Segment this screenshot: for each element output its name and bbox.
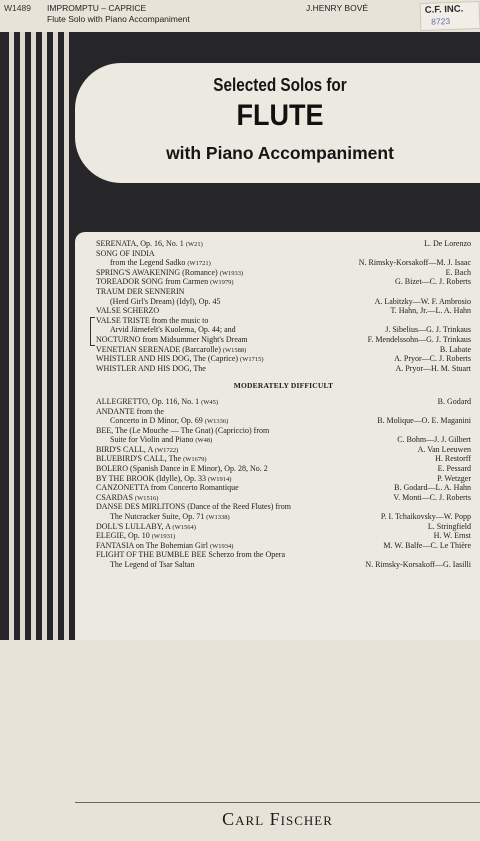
entry-title: BIRD'S CALL, A (W1722) — [96, 444, 179, 454]
entry-title: (Herd Girl's Dream) (Idyl), Op. 45 — [110, 296, 221, 306]
cover-stripe — [9, 32, 14, 640]
entry-title: The Legend of Tsar Saltan — [110, 560, 195, 569]
list-item — [96, 407, 471, 417]
list-item — [96, 258, 471, 268]
list-item — [96, 239, 471, 249]
entry-title: Arvid Järnefelt's Kuolema, Op. 44; and — [110, 325, 236, 335]
entry-title: BOLERO (Spanish Dance in E Minor), Op. 28, No. 2 — [96, 464, 268, 474]
cover-stripe — [42, 32, 47, 640]
catalog-code: (W1588) — [222, 346, 247, 354]
entry-title: SONG OF INDIA — [96, 248, 155, 258]
entry-composer: N. Rimsky-Korsakoff—M. J. Isaac — [358, 258, 471, 268]
catalog-code: (W1934) — [209, 542, 234, 550]
list-item — [96, 454, 471, 464]
entry-title: ANDANTE from the — [96, 406, 164, 416]
entry-title: VALSE SCHERZO — [96, 306, 160, 316]
catalog-code: (W1338) — [206, 514, 230, 522]
entry-title: from the Legend Sadko (W1721) — [110, 258, 211, 268]
list-item — [96, 522, 471, 532]
entry-composer: L. De Lorenzo — [424, 239, 471, 248]
entry-title: WHISTLER AND HIS DOG, The — [96, 363, 206, 373]
catalog-code: (W1979) — [210, 279, 234, 287]
list-item — [96, 325, 471, 335]
entry-title: BLUEBIRD'S CALL, The (W1679) — [96, 454, 207, 464]
catalog-code: (W1914) — [208, 475, 232, 483]
catalog-code: (W1564) — [172, 523, 196, 531]
entry-composer: T. Hahn, Jr.—L. A. Hahn — [390, 306, 471, 316]
publisher-name: Carl Fischer — [222, 809, 333, 829]
catalog-code: (W21) — [185, 241, 203, 248]
cover-stripe — [31, 32, 36, 640]
list-item — [96, 502, 471, 512]
catalog-code: (W1715) — [240, 356, 264, 364]
entry-composer: G. Bizet—C. J. Roberts — [395, 277, 471, 287]
entry-composer: A. Pryor—H. M. Stuart — [395, 363, 471, 373]
entry-title: ALLEGRETTO, Op. 116, No. 1 (W45) — [96, 396, 219, 406]
list-item — [96, 435, 471, 445]
catalog-code: (W1722) — [154, 446, 179, 454]
list-item — [96, 483, 471, 493]
entry-title: DANSE DES MIRLITONS (Dance of the Reed Flutes) from — [96, 502, 291, 512]
list-item — [96, 550, 471, 560]
entry-title: NOCTURNO from Midsummer Night's Dream — [96, 334, 248, 344]
repertoire-panel — [75, 232, 480, 829]
list-item — [96, 493, 471, 503]
entry-composer: B. Molique—O. E. Maganini — [377, 416, 471, 426]
entry-composer: A. Labitzky—W. F. Ambrosio — [374, 296, 471, 306]
entry-composer: V. Monti—C. J. Roberts — [393, 492, 471, 502]
list-item — [96, 364, 471, 374]
entry-title: SERENATA, Op. 16, No. 1 (W21) — [96, 239, 203, 248]
catalog-code: (W1679) — [183, 456, 207, 464]
entry-composer: L. Stringfield — [427, 521, 471, 531]
entry-title: DOLL'S LULLABY, A (W1564) — [96, 521, 196, 531]
entry-title: Concerto in D Minor, Op. 69 (W1336) — [110, 416, 229, 426]
entry-composer: P. Wetzger — [437, 473, 471, 483]
repertoire-list-moderate — [96, 397, 471, 570]
list-item — [96, 512, 471, 522]
entry-composer: E. Pessard — [437, 464, 471, 474]
sticker-number: 8723 — [431, 16, 451, 27]
list-item — [96, 426, 471, 436]
list-item — [96, 474, 471, 484]
entry-title: VALSE TRISTE from the music to — [96, 315, 209, 325]
list-item — [96, 306, 471, 316]
list-item — [96, 249, 471, 259]
entry-composer: F. Mendelssohn—G. J. Trinkaus — [367, 334, 471, 344]
entry-composer: E. Bach — [445, 267, 471, 277]
piece-subtitle: Flute Solo with Piano Accompaniment — [47, 14, 190, 24]
list-item — [96, 354, 471, 364]
repertoire-list-easy — [96, 239, 471, 373]
list-item — [96, 316, 471, 326]
entry-title: CANZONETTA from Concerto Romantique — [96, 483, 239, 493]
cover-stripe — [20, 32, 25, 640]
list-item — [96, 287, 471, 297]
piece-title: IMPROMPTU – CAPRICE — [47, 3, 147, 13]
banner-line-selected-solos: Selected Solos for — [213, 75, 347, 95]
list-item — [96, 297, 471, 307]
list-item — [96, 345, 471, 355]
catalog-code: (W1516) — [134, 494, 159, 502]
grouping-bracket — [90, 317, 95, 346]
catalog-code: (W48) — [195, 437, 213, 445]
entry-composer: B. Labate — [439, 344, 471, 354]
sticker-label: C.F. INC. — [424, 3, 464, 16]
entry-composer: A. Van Leeuwen — [417, 444, 471, 454]
list-item — [96, 445, 471, 455]
catalog-code: (W1931) — [151, 533, 176, 541]
catalog-number: W1489 — [4, 3, 31, 13]
list-item — [96, 531, 471, 541]
entry-composer: A. Pryor—C. J. Roberts — [394, 354, 471, 364]
list-item — [96, 397, 471, 407]
list-item — [96, 541, 471, 551]
entry-title: BY THE BROOK (Idylle), Op. 33 (W1914) — [96, 473, 232, 483]
entry-composer: H. W. Ernst — [433, 531, 471, 541]
publisher-footer — [75, 802, 480, 841]
entry-title: BEE, The (Le Mouche — The Gnat) (Capriccio) from — [96, 425, 270, 435]
entry-title: WHISTLER AND HIS DOG, The (Caprice) (W1715) — [96, 354, 264, 364]
entry-composer: C. Bohm—J. J. Gilbert — [397, 435, 471, 445]
entry-title: FANTASIA on The Bohemian Girl (W1934) — [96, 540, 234, 550]
entry-composer: M. W. Balfe—C. Le Thière — [383, 540, 471, 550]
list-item — [96, 416, 471, 426]
catalog-code: (W1933) — [219, 269, 244, 277]
piece-title-block — [47, 3, 190, 25]
section-heading: MODERATELY DIFFICULT — [233, 381, 334, 391]
cover-stripe — [53, 32, 58, 640]
entry-title: TRAUM DER SENNERIN — [96, 286, 185, 296]
list-item — [96, 268, 471, 278]
list-item — [96, 335, 471, 345]
catalog-code: (W1721) — [187, 260, 211, 268]
top-header — [0, 0, 480, 32]
catalog-code: (W1336) — [204, 418, 229, 426]
composer-name: J.HENRY BOVÉ — [306, 3, 369, 13]
catalog-code: (W45) — [201, 398, 219, 406]
title-banner — [75, 63, 480, 183]
entry-title: CSARDAS (W1516) — [96, 492, 159, 502]
list-item — [96, 277, 471, 287]
price-sticker — [420, 1, 480, 31]
entry-title: SPRING'S AWAKENING (Romance) (W1933) — [96, 267, 244, 277]
entry-composer: J. Sibelius—G. J. Trinkaus — [385, 325, 471, 335]
entry-title: VENETIAN SERENADE (Barcarolle) (W1588) — [96, 344, 247, 354]
entry-title: TOREADOR SONG from Carmen (W1979) — [96, 277, 234, 287]
entry-composer: B. Godard — [437, 396, 471, 406]
entry-title: The Nutcracker Suite, Op. 71 (W1338) — [110, 512, 230, 522]
entry-title: FLIGHT OF THE BUMBLE BEE Scherzo from the Opera — [96, 550, 286, 560]
entry-composer: P. I. Tchaikovsky—W. Popp — [380, 512, 471, 522]
entry-title: ELEGIE, Op. 10 (W1931) — [96, 531, 176, 541]
banner-line-flute: FLUTE — [236, 99, 324, 132]
entry-title: Suite for Violin and Piano (W48) — [110, 435, 213, 445]
entry-composer: N. Rimsky-Korsakoff—G. Iasilli — [365, 560, 471, 569]
cover-stripe — [64, 32, 69, 640]
entry-composer: H. Restorff — [435, 454, 471, 464]
list-item — [96, 464, 471, 474]
list-item — [96, 560, 471, 570]
banner-line-piano: with Piano Accompaniment — [166, 143, 394, 163]
entry-composer: B. Godard—L. A. Hahn — [394, 483, 471, 493]
